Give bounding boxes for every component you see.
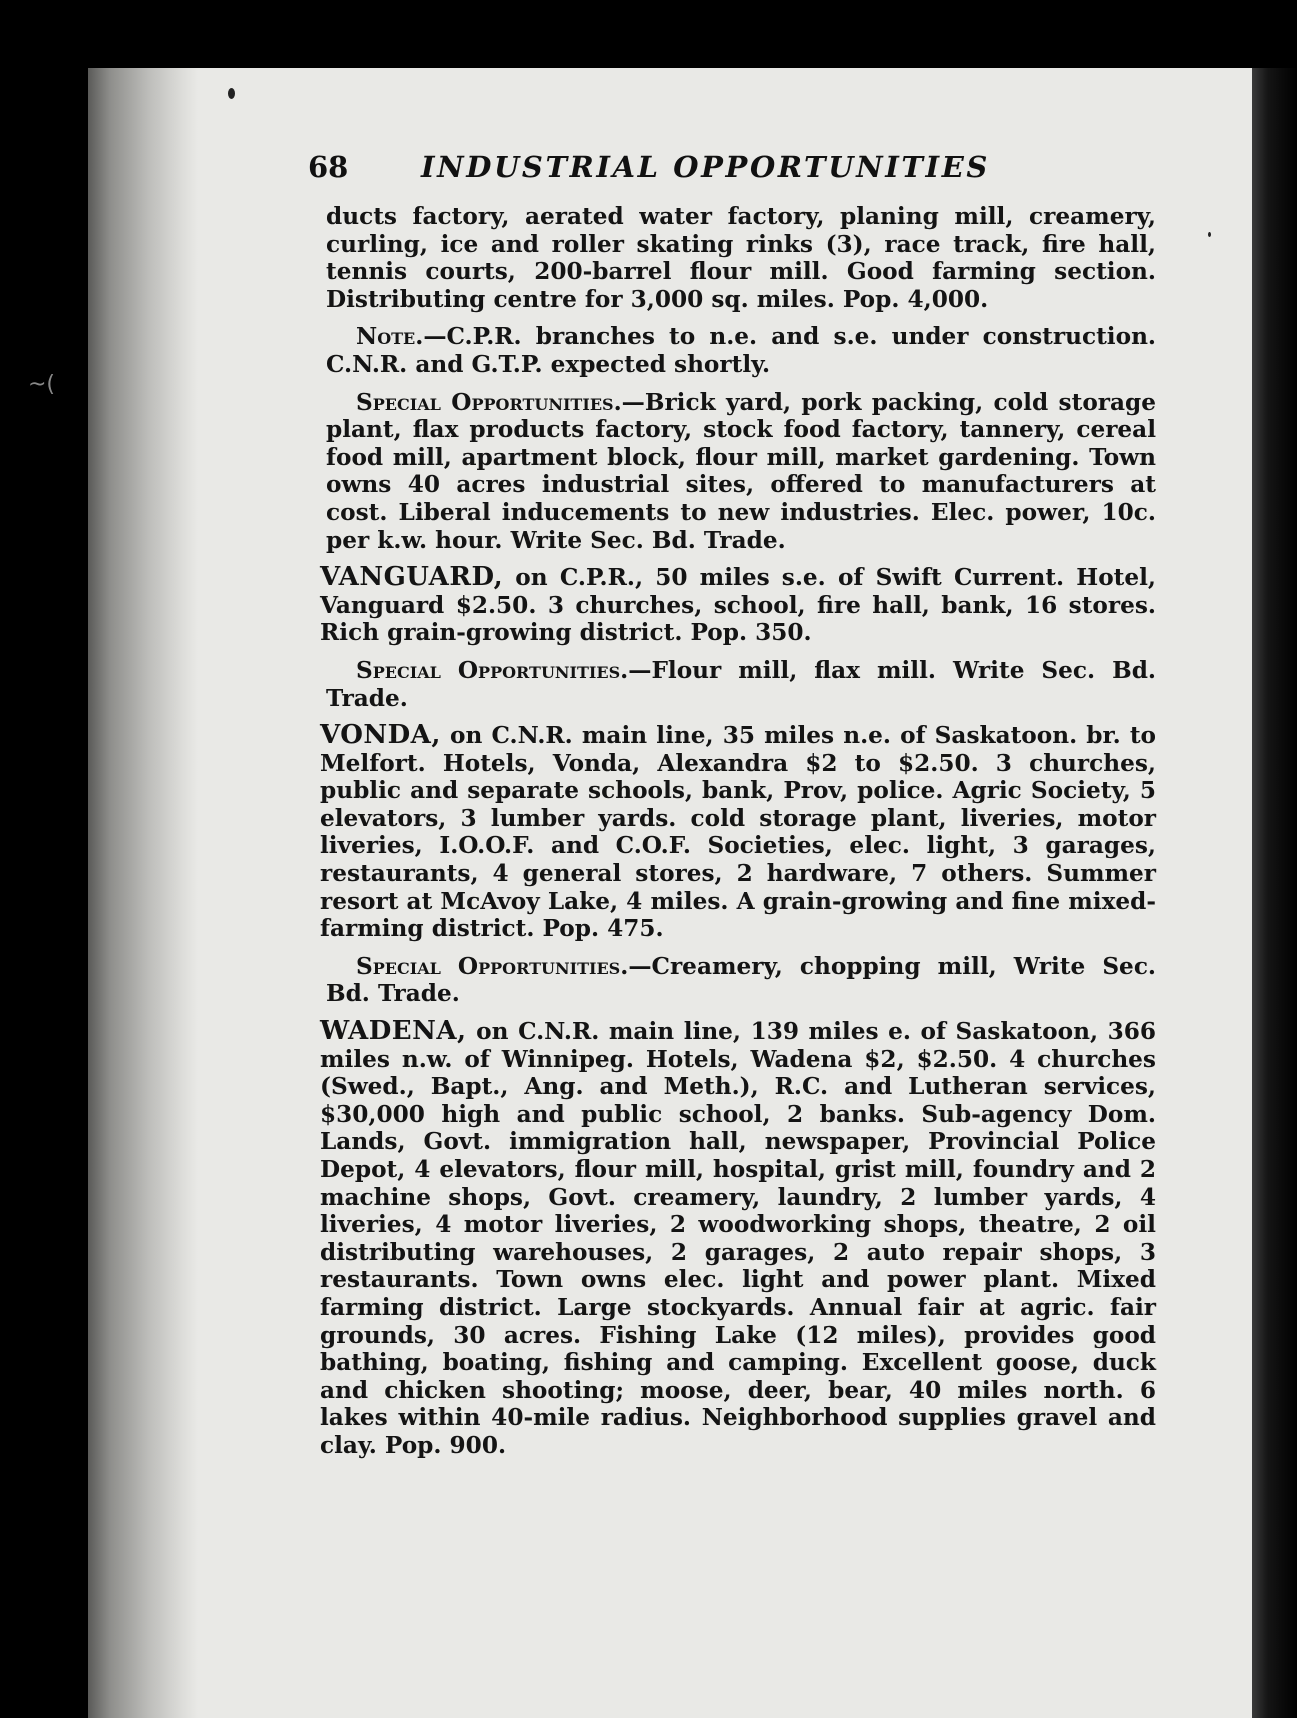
entry-wadena (320, 1018, 1156, 1460)
entry-special-opportunities (326, 953, 1156, 1008)
special-opportunities-text: —Brick yard, pork packing, cold storage plant, flax products factory, stock food factory, tannery, cereal food mill, apartment block, flour mill, market gardening. Town owns 40 acres industrial sites, offered to manufacturers at cost. Liberal inducements to new industries. Elec. power, 10c. per k.w. hour. Write Sec. Bd. Trade. (326, 388, 1156, 554)
note-paragraph (326, 323, 1156, 378)
entry-text: on C.N.R. main line, 139 miles e. of Saskatoon, 366 miles n.w. of Winnipeg. Hotels, Wadena $2, $2.50. 4 churches (Swed., Bapt., Ang. and Meth.), R.C. and Lutheran services, $30,000 high and public school, 2 banks. Sub-agency Dom. Lands, Govt. immigration hall, newspaper, Provincial Police Depot, 4 elevators, flour mill, hospital, grist mill, foundry and 2 machine shops, Govt. creamery, laundry, 2 lumber yards, 4 liveries, 4 motor liveries, 2 woodworking shops, theatre, 2 oil distributing warehouses, 2 garages, 2 auto repair shops, 3 restaurants. Town owns elec. light and power plant. Mixed farming district. Large stockyards. Annual fair at agric. fair grounds, 30 acres. Fishing Lake (12 miles), provides good bathing, boating, fishing and camping. Excellent goose, duck and chicken shooting; moose, deer, bear, 40 miles north. 6 lakes within 40-mile radius. Neighborhood supplies gravel and clay. Pop. 900. (320, 1018, 1156, 1459)
special-opportunities-label: Special Opportunities. (356, 656, 629, 684)
note-text: —C.P.R. branches to n.e. and s.e. under construction. C.N.R. and G.T.P. expected shortly. (326, 323, 1156, 378)
body-text (320, 203, 1157, 1470)
scan-speck (228, 88, 235, 99)
special-opportunities-label: Special Opportunities. (356, 388, 622, 416)
scan-speck (1208, 232, 1211, 237)
special-opportunities-paragraph (326, 389, 1156, 555)
facing-page-edge (1252, 68, 1297, 1718)
page-header (308, 150, 1008, 190)
entry-name: VANGUARD, (320, 562, 504, 593)
continuation-text: ducts factory, aerated water factory, planing mill, creamery, curling, ice and roller skating rinks (3), race track, fire hall, tennis courts, 200-barrel flour mill. Good farming section. Distributing centre for 3,000 sq. miles. Pop. 4,000. (326, 203, 1156, 313)
entry-text: on C.N.R. main line, 35 miles n.e. of Saskatoon. br. to Melfort. Hotels, Vonda, Alexandra $2 to $2.50. 3 churches, public and separate schools, bank, Prov, police. Agric Society, 5 elevators, 3 lumber yards. cold storage plant, liveries, motor liveries, I.O.O.F. and C.O.F. Societies, elec. light, 3 garages, restaurants, 4 general stores, 2 hardware, 7 others. Summer resort at McAvoy Lake, 4 miles. A grain-growing and fine mixed-farming district. Pop. 475. (320, 722, 1156, 943)
running-title: INDUSTRIAL OPPORTUNITIES (421, 150, 990, 184)
binding-shadow (88, 68, 198, 1718)
entry-vanguard (320, 564, 1156, 647)
special-opportunities-text: —Creamery, chopping mill, Write Sec. Bd. Trade. (326, 952, 1157, 1008)
entry-text: on C.P.R., 50 miles s.e. of Swift Current. Hotel, Vanguard $2.50. 3 churches, school, fire hall, bank, 16 stores. Rich grain-growing district. Pop. 350. (320, 564, 1156, 647)
scan-margin-mark: ~( (28, 372, 56, 397)
entry-name: VONDA, (320, 720, 441, 751)
entry-special-opportunities (326, 657, 1156, 712)
special-opportunities-label: Special Opportunities. (356, 952, 629, 980)
note-label: Note. (356, 323, 424, 351)
special-opportunities-text: —Flour mill, flax mill. Write Sec. Bd. Trade. (326, 656, 1156, 712)
entry-vonda (320, 722, 1156, 943)
page-number: 68 (308, 150, 349, 184)
continuation-paragraph (326, 203, 1156, 313)
entry-name: WADENA, (320, 1016, 467, 1047)
